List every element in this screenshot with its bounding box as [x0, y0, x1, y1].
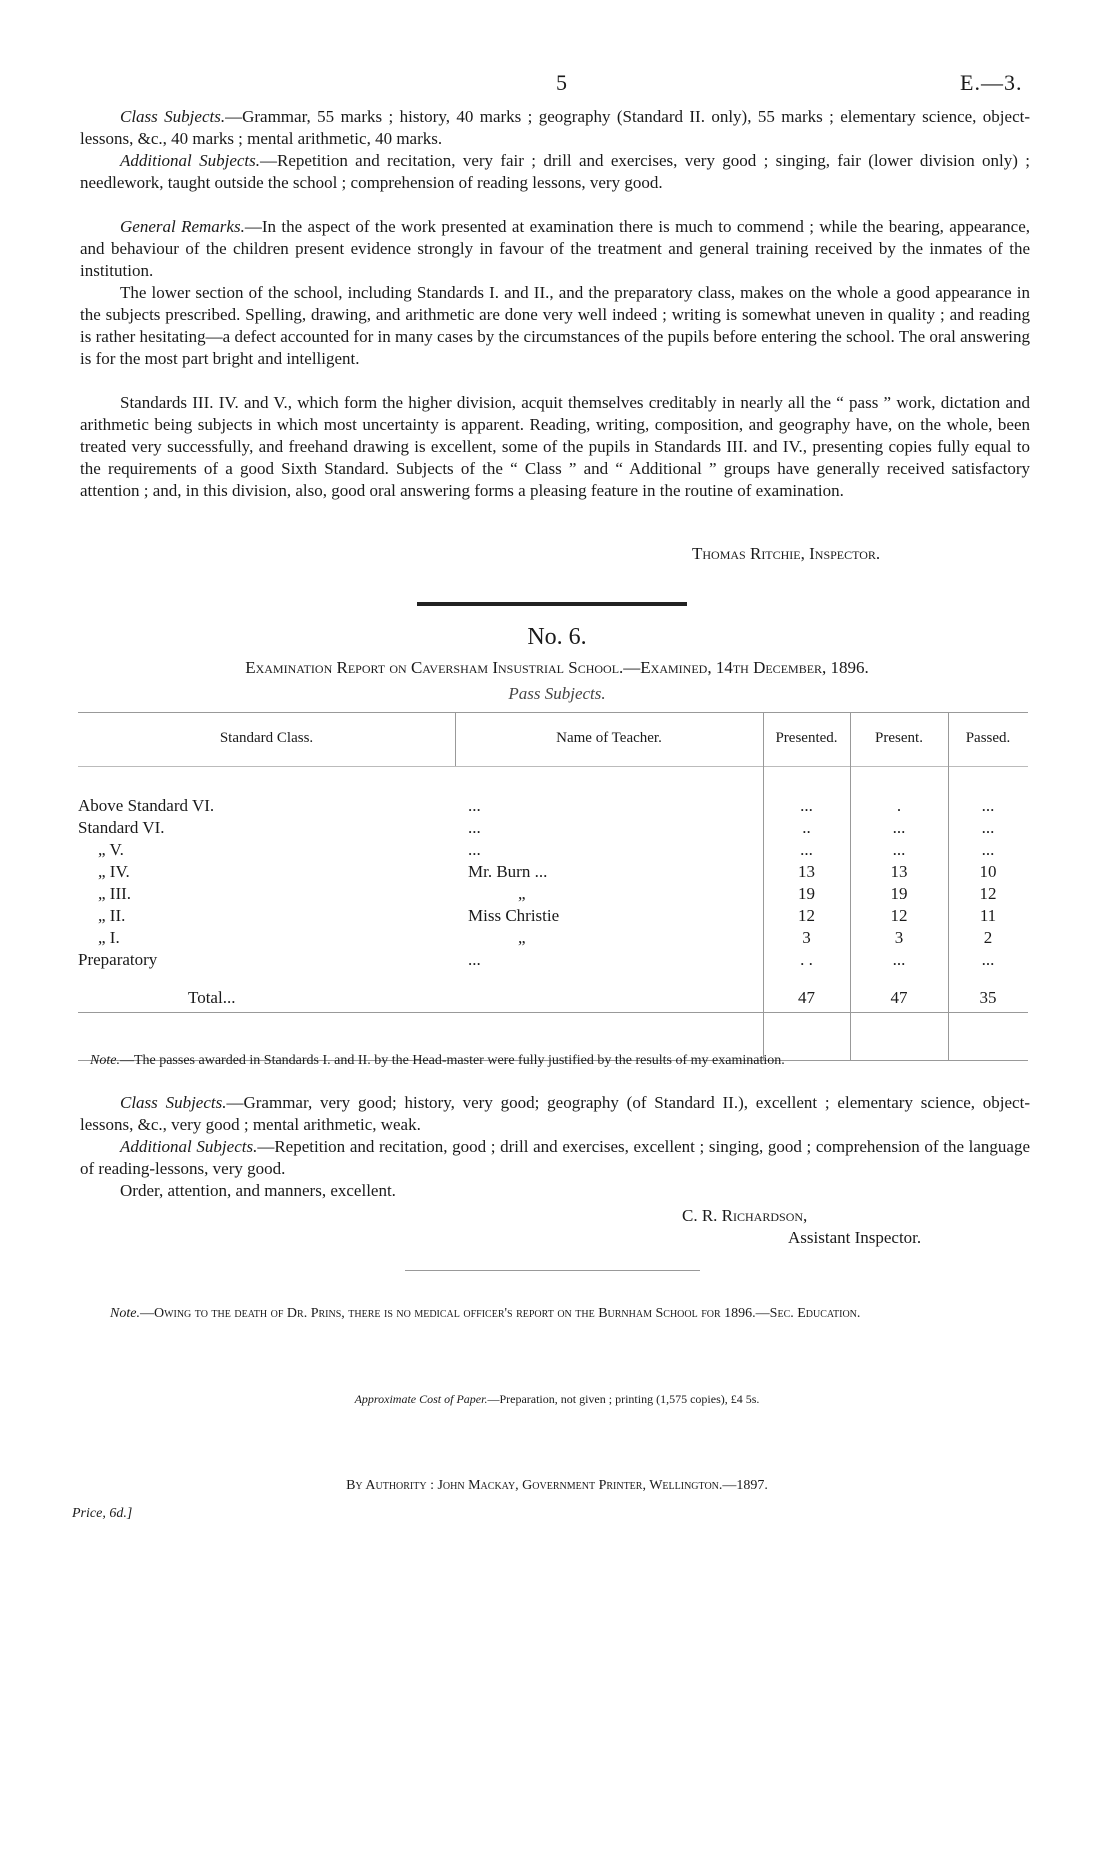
price: Price, 6d.] — [72, 1506, 133, 1521]
row-passed: ... — [981, 796, 995, 815]
row-presented: 19 — [798, 884, 815, 903]
row-class: „ IV. — [98, 862, 130, 881]
lower-section-paragraph: The lower section of the school, including Standards I. and II., and the preparatory class, makes on the whole a good appearance in the subjects prescribed. Spelling, drawing, and arithmetic are done very well indeed ; writing is somewhat uneven in quality ; and reading is rather hesitating—a defect accounted for in many cases by the circumstances of the pupils before entering the school. The oral answering is for the most part bright and intelligent. — [80, 283, 1030, 368]
row-presented: ... — [800, 840, 813, 859]
column-header-standard-class: Standard Class. — [219, 730, 314, 746]
section-divider — [417, 602, 687, 606]
row-present: ... — [892, 950, 906, 969]
row-presented: ... — [800, 796, 813, 815]
row-class: „ III. — [98, 884, 132, 903]
row-presented: 12 — [798, 906, 815, 925]
row-present: 12 — [890, 906, 908, 925]
row-present: 13 — [890, 862, 908, 881]
row-class: „ II. — [98, 906, 126, 925]
row-passed: ... — [981, 950, 995, 969]
row-passed: 10 — [979, 862, 997, 881]
printer-imprint: By Authority : John Mackay, Government Printer, Wellington.—1897. — [346, 1478, 768, 1493]
order-paragraph: Order, attention, and manners, excellent. — [120, 1181, 396, 1200]
row-presented: .. — [802, 818, 811, 837]
row-present: . — [896, 796, 902, 815]
row-presented: 3 — [802, 928, 811, 947]
row-passed: ... — [981, 818, 995, 837]
medical-note: Note.—Owing to the death of Dr. Prins, there is no medical officer's report on the Burnham School for 1896.—Sec. Education. — [110, 1306, 861, 1321]
row-teacher: ... — [468, 818, 481, 837]
row-class: „ V. — [98, 840, 124, 859]
report-title: Examination Report on Caversham Insustrial School.—Examined, 14th December, 1896. — [245, 658, 869, 677]
row-class: „ I. — [98, 928, 120, 947]
general-remarks-paragraph: General Remarks.—In the aspect of the work presented at examination there is much to commend ; while the bearing, appearance, and behaviour of the children present evidence strongly in favour of the treatment and general training received by the inmates of the institution. — [80, 217, 1030, 280]
signature-name: C. R. Richardson, — [682, 1206, 808, 1225]
column-header-present: Present. — [875, 730, 923, 746]
cost-of-paper: Approximate Cost of Paper.—Preparation, not given ; printing (1,575 copies), £4 5s. — [354, 1392, 760, 1406]
additional-subjects-paragraph: Additional Subjects.—Repetition and recitation, very fair ; drill and exercises, very good ; singing, fair (lower division only) ; needlework, taught outside the school ; comprehension of reading lessons, very good. — [80, 151, 1030, 192]
total-passed: 35 — [979, 988, 997, 1007]
row-present: ... — [892, 840, 906, 859]
additional-subjects-paragraph-6: Additional Subjects.—Repetition and recitation, good ; drill and exercises, excellent ; singing, good ; comprehension of the language of reading-lessons, very good. — [80, 1137, 1030, 1178]
row-present: ... — [892, 818, 906, 837]
column-header-passed: Passed. — [965, 730, 1011, 746]
footer-divider — [405, 1270, 700, 1271]
row-teacher: Miss Christie — [468, 906, 560, 925]
table-note: Note.—The passes awarded in Standards I. and II. by the Head-master were fully justified by the results of my examination. — [90, 1053, 785, 1068]
row-class: Above Standard VI. — [78, 796, 215, 815]
inspector-signature: Thomas Ritchie, Inspector. — [692, 544, 881, 563]
row-presented: 13 — [798, 862, 815, 881]
class-subjects-paragraph: Class Subjects.—Grammar, 55 marks ; history, 40 marks ; geography (Standard II. only), 55 marks ; elementary science, object-lessons, &c., 40 marks ; mental arithmetic, 40 marks. — [80, 107, 1030, 148]
report-number: No. 6. — [527, 624, 587, 650]
row-teacher: ... — [468, 840, 481, 859]
row-class: Standard VI. — [78, 818, 165, 837]
row-present: 19 — [890, 884, 908, 903]
page-number: 5 — [556, 70, 567, 95]
signature-title: Assistant Inspector. — [788, 1228, 922, 1247]
column-header-presented: Presented. — [775, 730, 838, 746]
row-teacher: Mr. Burn ... — [468, 862, 548, 881]
higher-division-paragraph: Standards III. IV. and V., which form the higher division, acquit themselves creditably in nearly all the “ pass ” work, dictation and arithmetic being subjects in which most uncertainty is apparent. Reading, writing, composition, and geography have, on the whole, been treated very successfully, and freehand drawing is excellent, some of the pupils in Standards III. and IV., presenting copies fully equal to the requirements of a good Sixth Standard. Subjects of the “ Class ” and “ Additional ” groups have generally received satisfactory attention ; and, in this division, also, good oral answering forms a pleasing feature in the routine of examination. — [80, 393, 1030, 500]
row-passed: ... — [981, 840, 995, 859]
total-presented: 47 — [798, 988, 815, 1007]
row-present: 3 — [894, 928, 904, 947]
row-passed: 2 — [983, 928, 993, 947]
total-label: Total... — [188, 988, 236, 1007]
document-reference: E.—3. — [960, 70, 1023, 95]
total-present: 47 — [890, 988, 908, 1007]
row-teacher: ... — [468, 796, 481, 815]
report-subtitle: Pass Subjects. — [508, 684, 606, 703]
row-teacher: „ — [518, 884, 526, 903]
class-subjects-paragraph-6: Class Subjects.—Grammar, very good; history, very good; geography (of Standard II.), excellent ; elementary science, object-lessons, &c., very good ; mental arithmetic, weak. — [80, 1093, 1030, 1134]
row-teacher: „ — [518, 928, 526, 947]
row-presented: . . — [800, 950, 813, 969]
row-class: Preparatory — [78, 950, 158, 969]
column-header-teacher: Name of Teacher. — [556, 730, 662, 746]
row-passed: 12 — [979, 884, 997, 903]
row-teacher: ... — [468, 950, 481, 969]
row-passed: 11 — [979, 906, 997, 925]
